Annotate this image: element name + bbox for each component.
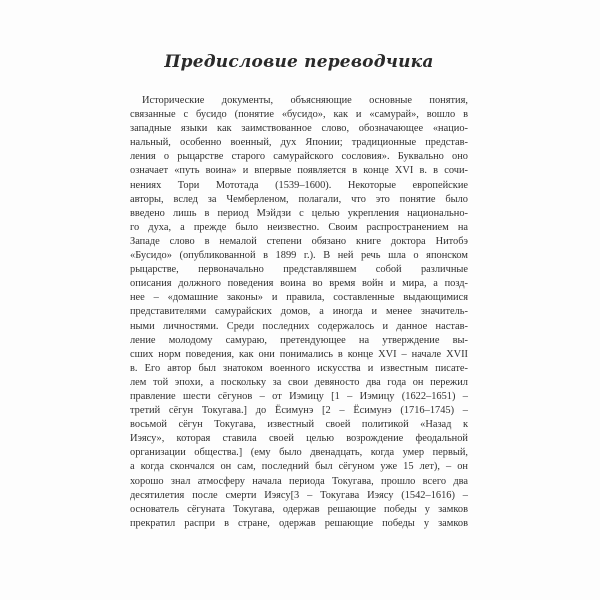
text-line: введено лишь в период Мэйдзи с целью укрепления национально- bbox=[130, 207, 468, 219]
text-line: хорошо знал атмосферу начала периода Токугава, прошло всего два bbox=[130, 475, 468, 487]
text-line: организации общества.] (ему было двенадцать, когда умер первый, bbox=[130, 447, 468, 459]
chapter-title: Предисловие переводчика bbox=[164, 52, 434, 72]
text-line: в. Его автор был знатоком военного искусства и известным писате- bbox=[130, 362, 468, 374]
text-line: а когда скончался он сам, последний был сёгуном уже 15 лет), – он bbox=[130, 461, 468, 473]
text-line: десятилетия после смерти Иэясу[3 – Токугава Иэясу (1542–1616) – bbox=[130, 489, 468, 501]
text-line: основатель сёгуната Токугава, одержав решающие победы у замков bbox=[130, 503, 468, 515]
page-content bbox=[130, 52, 468, 531]
text-line: третий сёгун Токугава.] до Ёсимунэ [2 – Ёсимунэ (1716–1745) – bbox=[130, 405, 468, 417]
text-line: нальный, особенно военный, дух Японии; традиционные представ- bbox=[130, 137, 468, 149]
text-line: ными личностями. Среди последних содержалось и данное настав- bbox=[130, 320, 468, 332]
text-line: прекратил распри в стране, одержав решающие победы у замков bbox=[130, 517, 468, 529]
text-line: восьмой сёгун Токугава, известный своей политикой «Назад к bbox=[130, 419, 468, 431]
text-line: означает «путь воина» и впервые появляется в конце XVI в. в сочи- bbox=[130, 165, 468, 177]
text-line: «Бусидо» (опубликованной в 1899 г.). В ней речь шла о японском bbox=[130, 250, 468, 262]
text-line: лем той эпохи, а поскольку за свои девяносто два года он пережил bbox=[130, 376, 468, 388]
text-line: Исторические документы, объясняющие основные понятия, bbox=[142, 95, 468, 106]
text-line: сших норм поведения, как они понимались в конце XVI – начале XVII bbox=[130, 348, 468, 360]
text-line: ление молодому самураю, претендующее на утверждение вы- bbox=[130, 334, 468, 346]
text-line: описания должного поведения воина во время войн и мира, а позд- bbox=[130, 278, 468, 290]
text-line: нениях Тори Мототада (1539–1600). Некоторые европейские bbox=[130, 179, 468, 191]
text-line: рыцарстве, первоначально представлявшем собой различные bbox=[130, 264, 468, 276]
text-line: западные языки как заимствованное слово, обозначающее «нацио- bbox=[130, 123, 468, 135]
text-line: ления о рыцарстве старого самурайского сословия». Буквально оно bbox=[130, 151, 468, 163]
text-line: связанные с бусидо (понятие «бусидо», как и «самурай», вошло в bbox=[130, 109, 468, 121]
text-line: нее – «домашние законы» и правила, составленные выдающимися bbox=[130, 292, 468, 304]
text-line: правление шести сёгунов – от Иэмицу [1 – Иэмицу (1622–1651) – bbox=[130, 390, 468, 402]
text-line: представителями самурайских домов, а иногда и менее значитель- bbox=[130, 306, 468, 318]
text-line: Иэясу», которая ставила своей целью возрождение феодальной bbox=[130, 433, 468, 445]
text-line: Западе слово в немалой степени обязано книге доктора Нитобэ bbox=[130, 235, 468, 247]
text-line: го духа, а прежде было неизвестно. Своим распространением на bbox=[130, 221, 468, 233]
text-line: авторы, вслед за Чемберленом, полагали, что это понятие было bbox=[130, 193, 468, 205]
body-text bbox=[130, 94, 468, 531]
